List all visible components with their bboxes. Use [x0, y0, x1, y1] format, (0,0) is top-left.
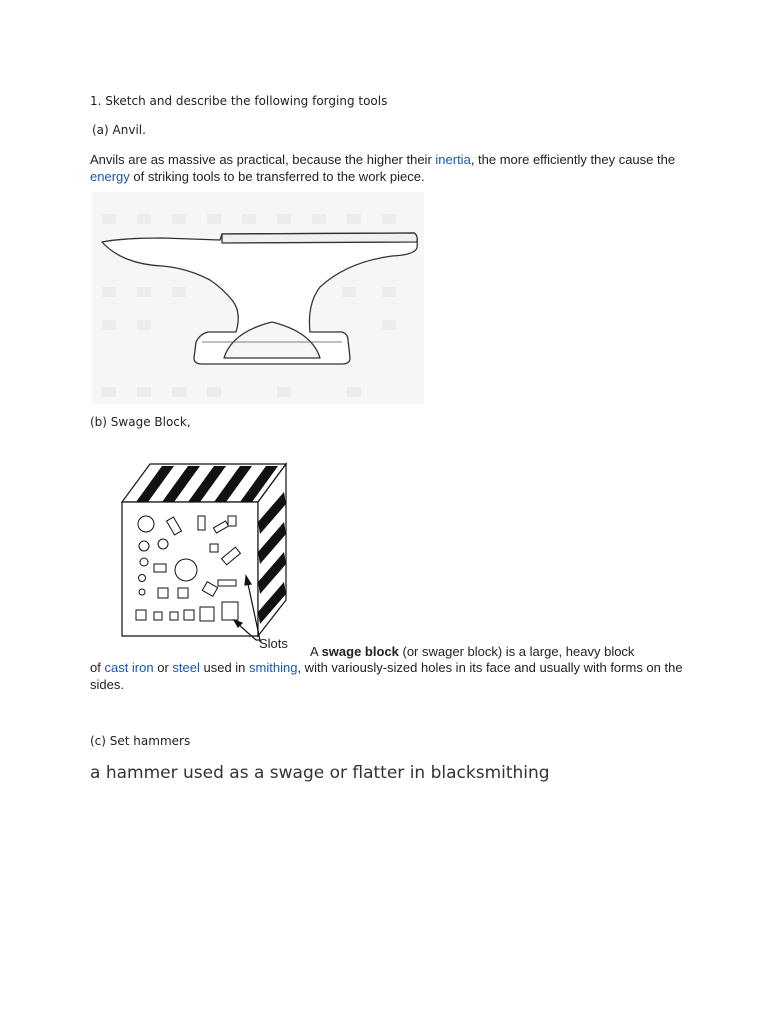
question-heading: 1. Sketch and describe the following forging tools — [90, 94, 388, 108]
anvil-description — [90, 151, 690, 185]
swage-text-3: of — [90, 660, 105, 675]
swage-description-rest — [90, 659, 690, 693]
smithing-link[interactable]: smithing — [249, 660, 298, 675]
anvil-text-1: Anvils are as massive as practical, because the higher their — [90, 152, 436, 167]
swage-text-6: , with variously-sized holes in its face and usually with forms on the sides. — [90, 660, 683, 692]
slots-label: Slots — [259, 636, 288, 651]
swage-text-2: (or swager block) is a large, heavy block — [398, 644, 635, 659]
swage-text-1: A — [310, 644, 322, 659]
anvil-text-3: of striking tools to be transferred to the work piece. — [129, 169, 425, 184]
section-c-label: (c) Set hammers — [90, 734, 191, 748]
anvil-text-2: , the more efficiently they cause the — [470, 152, 676, 167]
swage-block-term: swage block — [321, 644, 399, 659]
anvil-image — [92, 192, 424, 404]
inertia-link[interactable]: inertia — [435, 152, 471, 167]
swage-block-image — [118, 460, 290, 656]
section-b-label: (b) Swage Block, — [90, 415, 191, 429]
energy-link[interactable]: energy — [90, 169, 130, 184]
set-hammer-description: a hammer used as a swage or flatter in blacksmithing — [90, 763, 550, 783]
steel-link[interactable]: steel — [172, 660, 200, 675]
cast-iron-link[interactable]: cast iron — [104, 660, 154, 675]
swage-description-line-1 — [310, 643, 634, 660]
swage-text-4: or — [153, 660, 173, 675]
swage-text-5: used in — [199, 660, 250, 675]
section-a-label: (a) Anvil. — [92, 123, 146, 137]
